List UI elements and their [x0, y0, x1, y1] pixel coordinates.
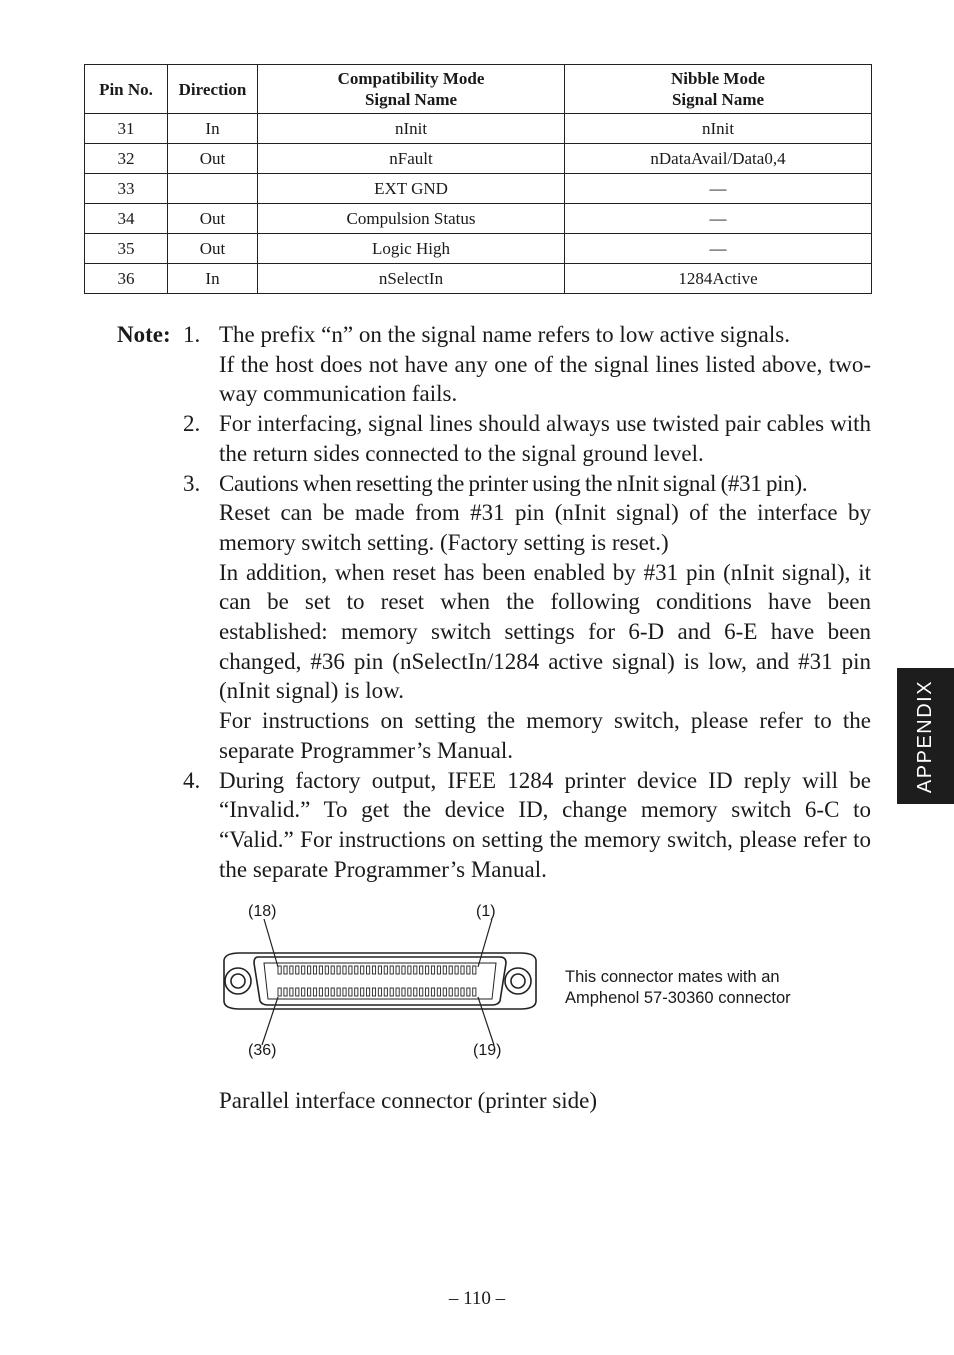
page-number: – 110 – — [448, 1288, 506, 1309]
pin-contact — [455, 966, 458, 974]
pin-contact — [284, 988, 287, 996]
pin-contact — [378, 966, 381, 974]
leader-line-18 — [264, 919, 278, 967]
cell-nibble-signal: — — [565, 234, 872, 264]
cell-compat-signal: Compulsion Status — [258, 204, 565, 234]
pin-contact — [367, 988, 370, 996]
pin-contact — [296, 988, 299, 996]
pin-contact — [343, 966, 346, 974]
header-nibble-line1: Nibble Mode — [671, 69, 765, 88]
table-row — [85, 234, 872, 264]
header-compat-line1: Compatibility Mode — [337, 69, 485, 88]
pin-contact — [402, 988, 405, 996]
connector-note-line1: This connector mates with an — [565, 968, 780, 986]
side-tab-label: APPENDIX — [914, 679, 936, 793]
cell-direction: In — [168, 114, 258, 144]
note-number: 1. — [183, 322, 201, 347]
pin-contact — [349, 988, 352, 996]
note-paragraph: For instructions on setting the memory switch, please refer to the separate Programmer’s Manual. — [219, 708, 871, 763]
pin-contact — [431, 966, 434, 974]
pin-contact — [384, 988, 387, 996]
pin-contact — [372, 966, 375, 974]
figure-caption: Parallel interface connector (printer side) — [219, 1088, 598, 1113]
note-paragraph: The prefix “n” on the signal name refers to low active signals. — [219, 322, 790, 347]
pin-contact — [396, 966, 399, 974]
pin-contact — [414, 966, 417, 974]
pin-contact — [408, 966, 411, 974]
pin-contact — [355, 966, 358, 974]
pin-contact — [426, 988, 429, 996]
note-paragraph: During factory output, IFEE 1284 printer device ID reply will be “Invalid.” To get the device ID, change memory switch 6-C to “Valid.” For instructions on setting the memory switch, please refer to the separate Programmer’s Manual. — [219, 767, 871, 882]
pin-contact — [325, 966, 328, 974]
pin-contact — [390, 988, 393, 996]
pin-label-1: (1) — [476, 903, 496, 920]
note-paragraph: Cautions when resetting the printer using the nInit signal (#31 pin). — [219, 470, 808, 496]
table-row — [85, 114, 872, 144]
pin-contact — [420, 966, 423, 974]
cell-compat-signal: nInit — [258, 114, 565, 144]
note-number: 2. — [183, 411, 201, 437]
pin-contact — [325, 988, 328, 996]
note-paragraph: Reset can be made from #31 pin (nInit signal) of the interface by memory switch setting. (Factory setting is reset.) — [219, 500, 871, 555]
pin-contact — [455, 988, 458, 996]
appendix-side-tab — [897, 668, 954, 804]
pin-label-36: (36) — [248, 1042, 277, 1059]
connector-mating-note — [565, 967, 855, 1009]
cell-direction: In — [168, 264, 258, 294]
note-item-1 — [183, 320, 871, 409]
note-number: 3. — [183, 470, 201, 496]
note-item-4 — [183, 766, 871, 885]
right-screw-inner — [511, 974, 525, 988]
pin-contact — [390, 966, 393, 974]
pin-contact — [319, 988, 322, 996]
pin-contact — [431, 988, 434, 996]
pin-contact — [331, 966, 334, 974]
header-nibble-line2: Signal Name — [671, 90, 765, 109]
note-item-3 — [183, 469, 871, 766]
pin-contact — [467, 966, 470, 974]
cell-compat-signal: EXT GND — [258, 174, 565, 204]
pin-contact — [378, 988, 381, 996]
cell-direction: Out — [168, 144, 258, 174]
pin-contact — [361, 988, 364, 996]
pin-contact — [319, 966, 322, 974]
pin-contact — [361, 966, 364, 974]
pin-contact — [337, 966, 340, 974]
pin-contact — [290, 966, 293, 974]
cell-compat-signal: nSelectIn — [258, 264, 565, 294]
pin-contact — [437, 966, 440, 974]
cell-pin: 33 — [85, 174, 168, 204]
pin-contact — [331, 988, 334, 996]
cell-direction: Out — [168, 234, 258, 264]
pin-label-19: (19) — [473, 1042, 502, 1059]
note-item-2 — [183, 409, 871, 468]
header-compatibility-mode — [258, 65, 565, 114]
header-nibble-mode — [565, 65, 872, 114]
pin-contact — [278, 966, 281, 974]
pin-assignment-table — [84, 64, 872, 294]
pin-contact — [437, 988, 440, 996]
pin-contact — [408, 988, 411, 996]
cell-compat-signal: Logic High — [258, 234, 565, 264]
cell-nibble-signal: nInit — [565, 114, 872, 144]
pin-contact — [302, 966, 305, 974]
pin-contact — [290, 988, 293, 996]
table-row — [85, 264, 872, 294]
cell-pin: 31 — [85, 114, 168, 144]
pin-contact — [396, 988, 399, 996]
pin-contact — [461, 966, 464, 974]
pin-contact — [296, 966, 299, 974]
cell-nibble-signal: 1284Active — [565, 264, 872, 294]
cell-nibble-signal: — — [565, 204, 872, 234]
header-compat-line2: Signal Name — [364, 90, 458, 109]
leader-line-1 — [478, 919, 492, 967]
table-row — [85, 174, 872, 204]
table-header-row — [85, 65, 872, 114]
cell-pin: 32 — [85, 144, 168, 174]
cell-direction — [168, 174, 258, 204]
header-pin-no: Pin No. — [85, 65, 168, 114]
pin-contact — [449, 966, 452, 974]
left-screw-inner — [231, 974, 245, 988]
pin-contact — [302, 988, 305, 996]
table-row — [85, 144, 872, 174]
pin-contact — [420, 988, 423, 996]
left-screw-outer — [225, 968, 251, 994]
pin-contact — [384, 966, 387, 974]
pin-contact — [461, 988, 464, 996]
table-row — [85, 204, 872, 234]
pin-contact — [355, 988, 358, 996]
pin-contact — [313, 966, 316, 974]
pin-contact — [343, 988, 346, 996]
pin-contact — [473, 988, 476, 996]
cell-direction: Out — [168, 204, 258, 234]
note-paragraph: For interfacing, signal lines should always use twisted pair cables with the return sides connected to the signal ground level. — [219, 411, 871, 466]
note-paragraph: In addition, when reset has been enabled by #31 pin (nInit signal), it can be set to reset when the following conditions have been established: memory switch settings for 6-D and 6-E have been changed, #36 pin (nSelectIn/1284 active signal) is low, and #31 pin (nInit signal) is low. — [219, 559, 871, 704]
pin-row-bottom — [278, 988, 476, 996]
connector-outline — [224, 953, 536, 1009]
pin-label-18: (18) — [248, 903, 277, 920]
pin-contact — [449, 988, 452, 996]
connector-shell — [254, 957, 506, 1005]
cell-pin: 36 — [85, 264, 168, 294]
cell-pin: 34 — [85, 204, 168, 234]
pin-contact — [308, 988, 311, 996]
cell-nibble-signal: — — [565, 174, 872, 204]
pin-contact — [349, 966, 352, 974]
note-paragraph: If the host does not have any one of the signal lines listed above, two-way communication fails. — [219, 351, 871, 407]
pin-contact — [426, 966, 429, 974]
pin-contact — [473, 966, 476, 974]
connector-note-line2: Amphenol 57-30360 connector — [565, 989, 791, 1007]
cell-pin: 35 — [85, 234, 168, 264]
pin-row-top — [278, 966, 476, 974]
header-direction: Direction — [168, 65, 258, 114]
pin-contact — [443, 988, 446, 996]
pin-contact — [402, 966, 405, 974]
pin-contact — [414, 988, 417, 996]
pin-contact — [313, 988, 316, 996]
note-list — [183, 320, 871, 884]
pin-contact — [278, 988, 281, 996]
note-label: Note: — [117, 322, 171, 347]
cell-compat-signal: nFault — [258, 144, 565, 174]
right-screw-outer — [505, 968, 531, 994]
pin-contact — [308, 966, 311, 974]
pin-contact — [467, 988, 470, 996]
cell-nibble-signal: nDataAvail/Data0,4 — [565, 144, 872, 174]
pin-contact — [443, 966, 446, 974]
pin-contact — [337, 988, 340, 996]
note-number: 4. — [183, 767, 201, 793]
pin-contact — [372, 988, 375, 996]
pin-contact — [367, 966, 370, 974]
pin-contact — [284, 966, 287, 974]
